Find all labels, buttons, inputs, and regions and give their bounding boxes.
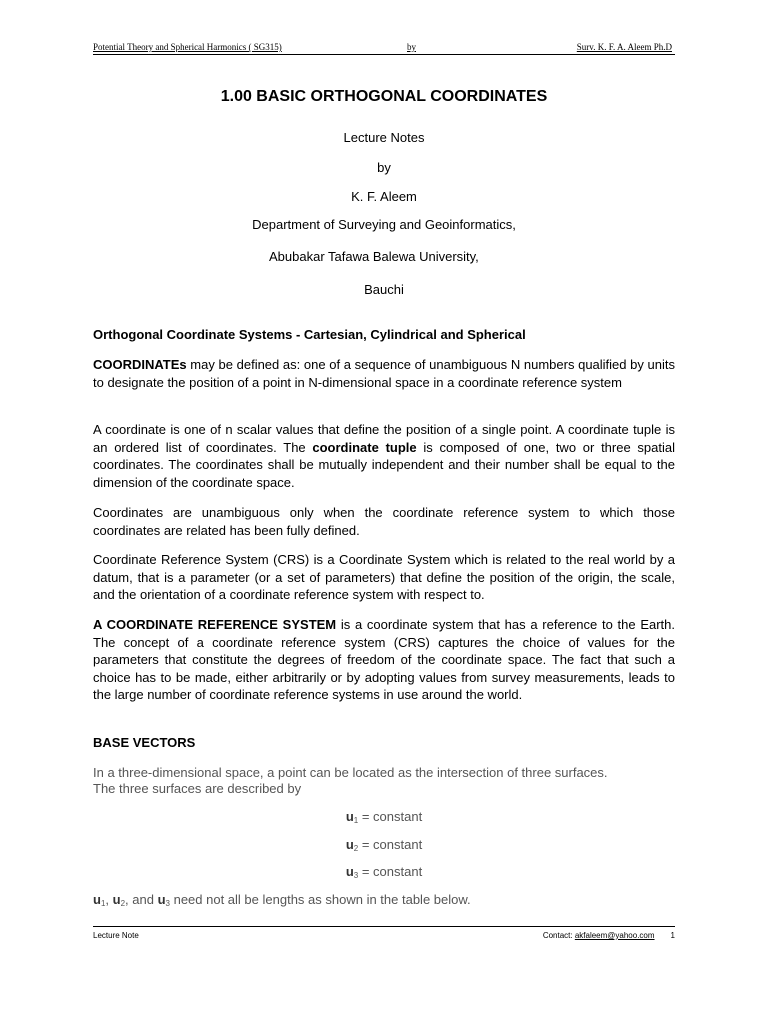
running-header <box>93 42 675 55</box>
subtitle: Lecture Notes <box>343 130 425 145</box>
university: Abubakar Tafawa Balewa University, <box>269 249 479 264</box>
equation-u3 <box>0 864 768 880</box>
var-u: u <box>345 837 354 852</box>
subscript: 3 <box>353 871 359 880</box>
paragraph-base-vectors-intro <box>93 765 608 797</box>
page-title: 1.00 BASIC ORTHOGONAL COORDINATES <box>220 88 548 105</box>
subscript: 1 <box>100 899 106 908</box>
city: Bauchi <box>364 282 404 297</box>
var-u: u <box>345 809 354 824</box>
page-number: 1 <box>670 931 675 940</box>
term-coordinate-tuple: coordinate tuple <box>312 439 417 455</box>
paragraph-coordinates-definition <box>93 356 675 391</box>
author-name: K. F. Aleem <box>351 189 417 204</box>
header-author: Surv. K. F. A. Aleem Ph.D <box>576 42 672 52</box>
section-heading-orthogonal: Orthogonal Coordinate Systems - Cartesian, Cylindrical and Spherical <box>93 327 526 342</box>
header-by: by <box>407 42 416 52</box>
paragraph-text: is a coordinate system that has a reference to the Earth. The concept of a coordinate reference system (CRS) captures the choice of values for the parameters that constitute the degrees of freedom of the coordinate space. The fact that such a choice has to be made, either arbitrarily or by adopting values from survey measurements, leads to the large number of coordinate reference systems in use around the world. <box>93 617 675 702</box>
footer-left: Lecture Note <box>93 931 139 940</box>
byline-by: by <box>377 160 391 175</box>
paragraph-coordinate-tuple <box>93 421 675 491</box>
separator: , and <box>125 892 158 907</box>
footer-rule <box>93 926 675 927</box>
footer-contact <box>543 931 675 940</box>
paragraph-coordinate-reference-system <box>93 616 675 704</box>
contact-label: Contact: <box>542 931 575 940</box>
term-coordinates: COORDINATEs <box>93 357 187 372</box>
email-link[interactable]: akfaleem@yahoo.com <box>574 931 655 940</box>
paragraph-text: may be defined as: one of a sequence of unambiguous N numbers qualified by units to designate the position of a point in N-dimensional space in a coordinate reference system <box>93 357 675 390</box>
subscript: 3 <box>165 899 170 908</box>
subscript: 2 <box>120 899 126 908</box>
var-u: u <box>157 892 166 907</box>
separator: , <box>105 892 113 907</box>
department: Department of Surveying and Geoinformatics, <box>252 217 516 232</box>
var-u: u <box>345 864 354 879</box>
var-u: u <box>112 892 121 907</box>
equation-u2 <box>0 837 768 853</box>
term-crs: A COORDINATE REFERENCE SYSTEM <box>93 617 337 632</box>
subscript: 1 <box>353 816 359 825</box>
equation-text: = constant <box>358 837 423 852</box>
subscript: 2 <box>353 844 359 853</box>
paragraph-text: need not all be lengths as shown in the table below. <box>169 892 471 907</box>
intro-line: The three surfaces are described by <box>93 781 302 796</box>
header-course: Potential Theory and Spherical Harmonics ( SG315) <box>93 42 282 52</box>
intro-line: In a three-dimensional space, a point can be located as the intersection of three surfaces. <box>93 765 608 780</box>
equation-text: = constant <box>358 864 423 879</box>
section-heading-base-vectors: BASE VECTORS <box>93 735 196 750</box>
paragraph-lengths-note <box>93 892 471 908</box>
paragraph-text: is composed of one, two or three spatial coordinates. The coordinates shall be mutually independent and their number shall be equal to the dimension of the coordinate space. <box>93 439 676 490</box>
equation-text: = constant <box>358 809 423 824</box>
var-u: u <box>93 892 101 907</box>
paragraph-text: A coordinate is one of n scalar values that define the position of a single point. A coordinate tuple is an ordered list of coordinates. The <box>93 422 675 455</box>
paragraph-crs: Coordinate Reference System (CRS) is a Coordinate System which is related to the real world by a datum, that is a parameter (or a set of parameters) that define the position of the origin, the scale, and the orientation of a coordinate reference system with respect to. <box>93 552 675 602</box>
paragraph-unambiguous: Coordinates are unambiguous only when the coordinate reference system to which those coordinates are related has been fully defined. <box>93 505 675 538</box>
equation-u1 <box>0 809 768 825</box>
